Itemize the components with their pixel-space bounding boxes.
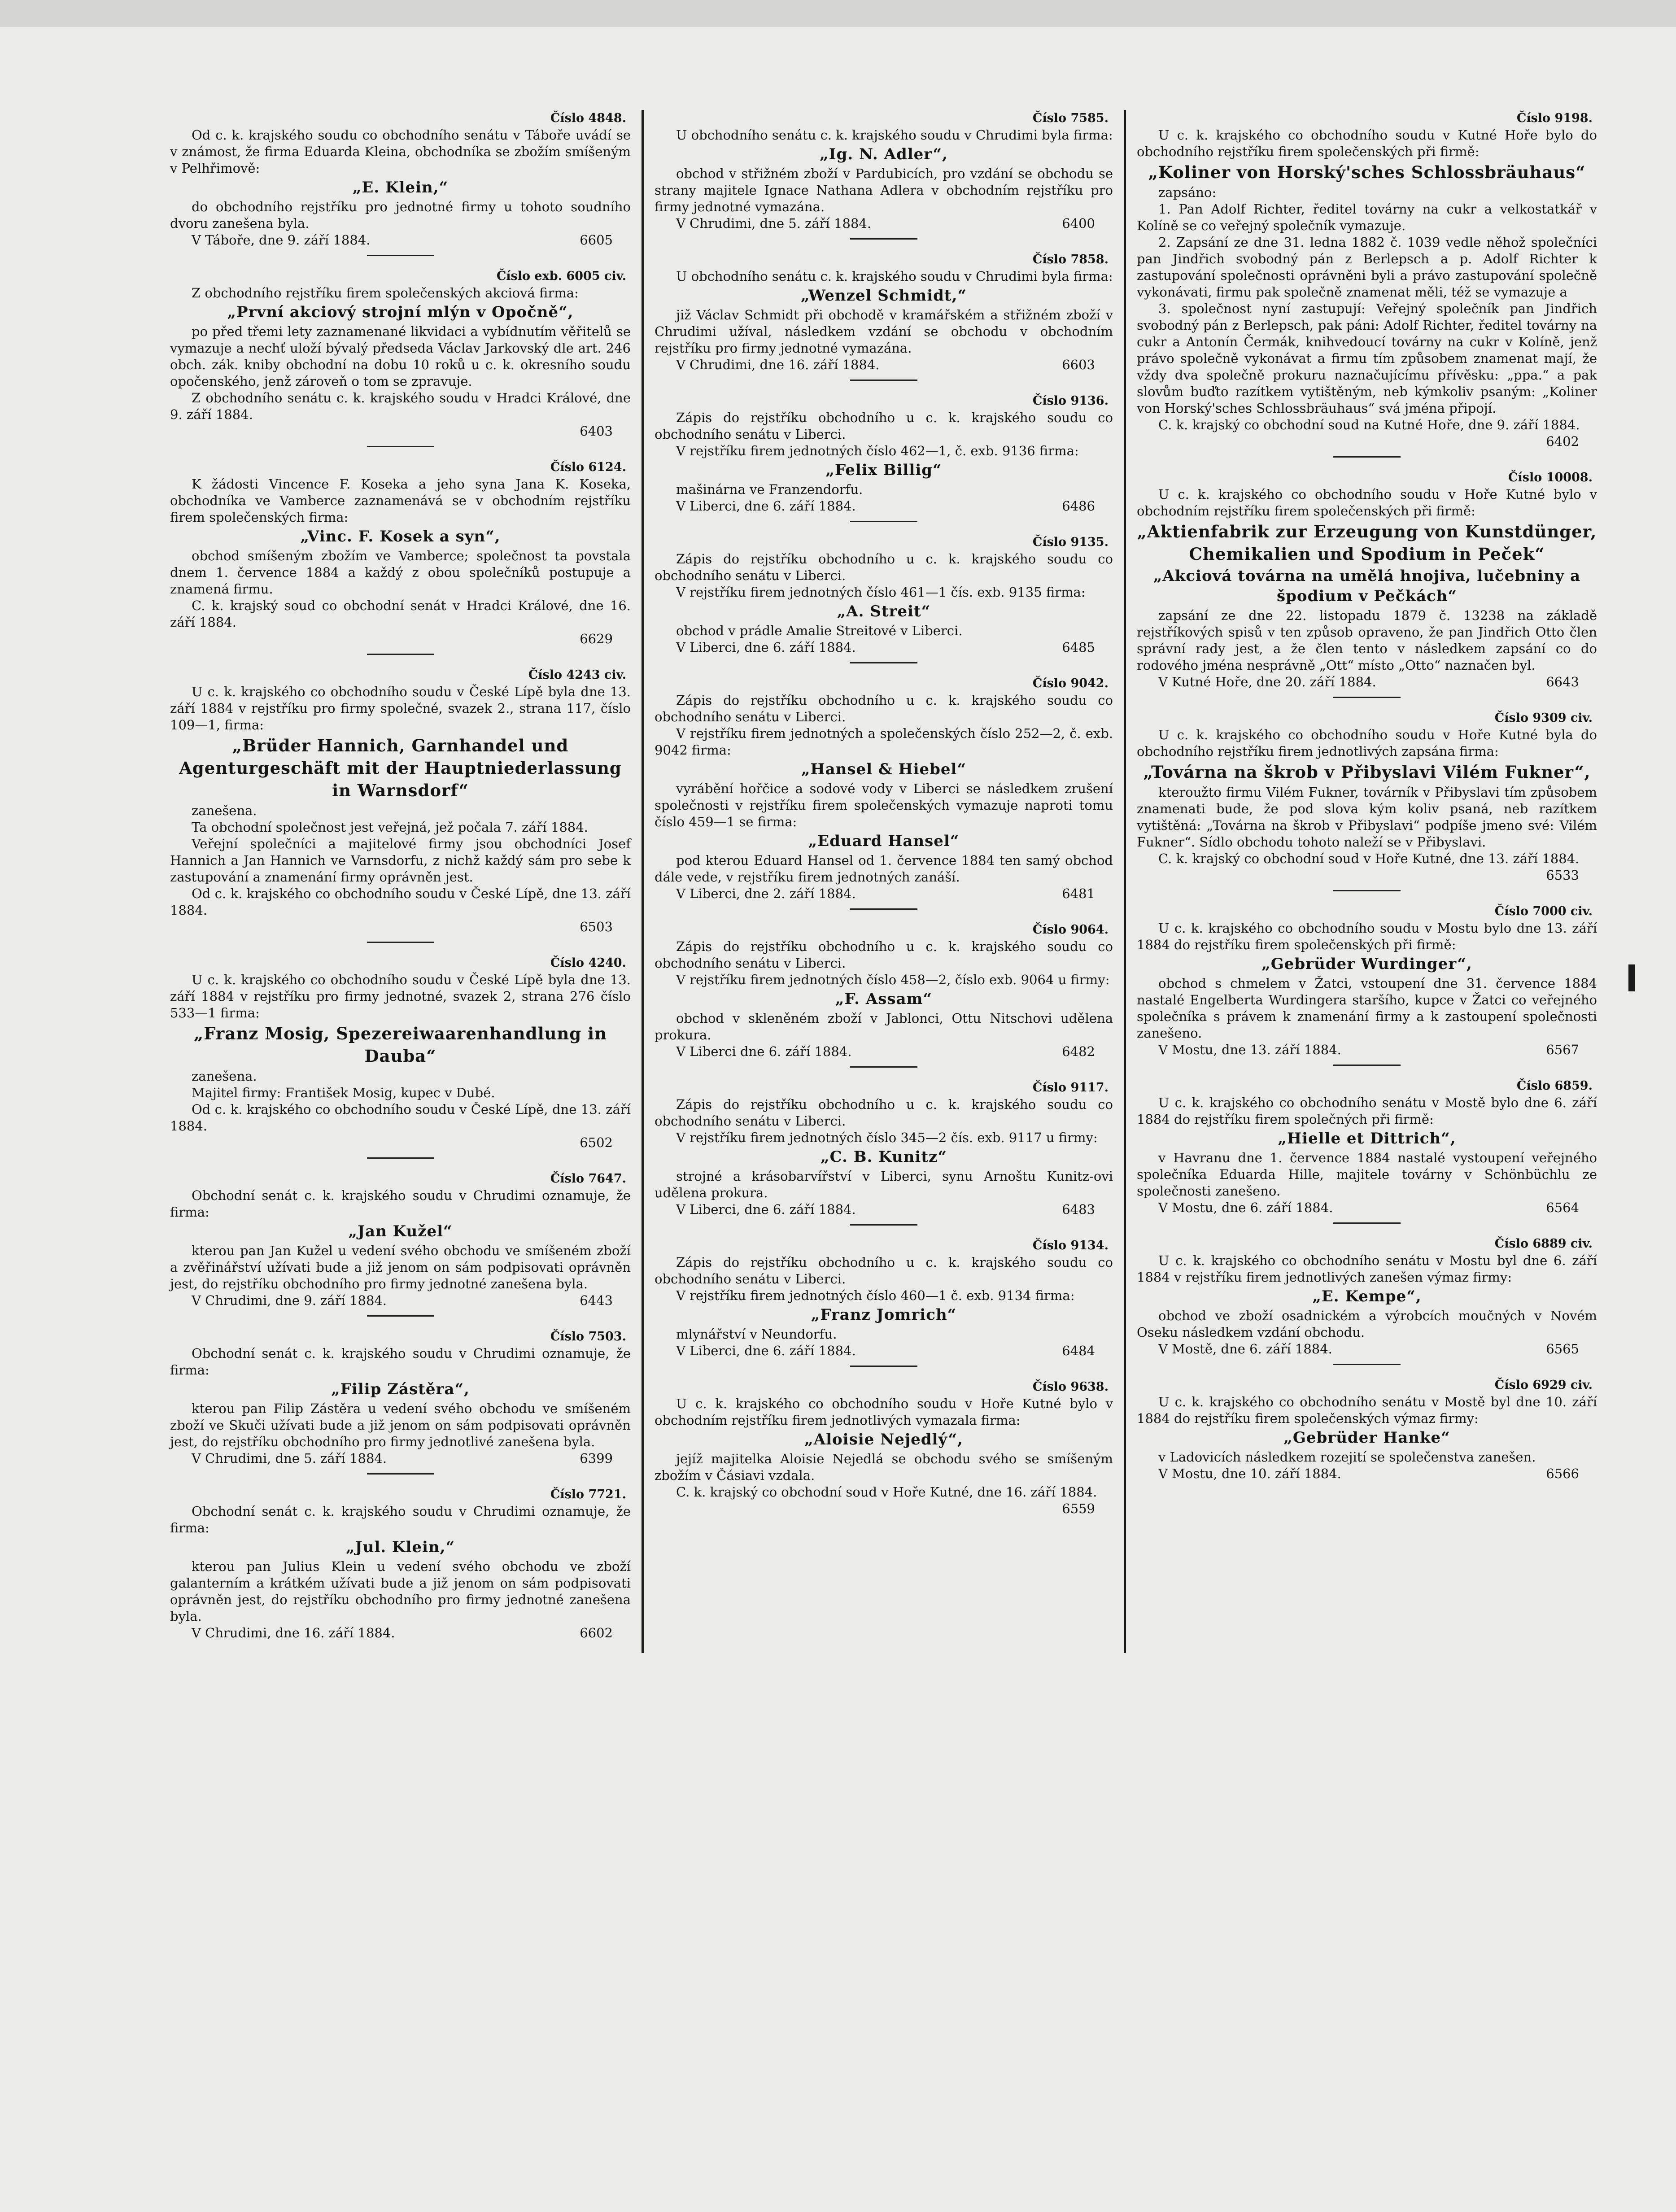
notice-text: Od c. k. krajského co obchodního soudu v České Lípě, dne 13. září 1884. (170, 886, 631, 918)
notice-number: Číslo 9198. (1516, 111, 1593, 125)
notice-number: Číslo 9042. (1032, 676, 1109, 690)
notice-number: Číslo 7721. (550, 1488, 626, 1501)
reference-number: 6533 (1546, 868, 1579, 883)
register-notice (655, 1079, 1113, 1226)
separator-rule (367, 654, 434, 655)
column-2 (642, 110, 1124, 1653)
notice-number: Číslo 9135. (1032, 535, 1109, 549)
notice-signature (655, 1201, 1113, 1218)
notice-text: obchod s chmelem v Žatci, vstoupení dne 31. července 1884 nastalé Engelberta Wurdingera staršího, kupce v Žatci co veřejného společníka s právem k znamenání firmy a k zastoupení společnosti zanešeno. (1137, 976, 1597, 1041)
notice-text: Majitel firmy: František Mosig, kupec v Dubé. (192, 1085, 495, 1100)
notice-signature (1137, 867, 1597, 884)
reference-number: 6484 (1062, 1343, 1095, 1358)
register-notice (170, 1486, 631, 1641)
place-date: V Chrudimi, dne 9. září 1884. (192, 1293, 387, 1308)
reference-number: 6602 (580, 1625, 613, 1640)
separator-rule (1333, 1222, 1401, 1224)
notice-signature (170, 232, 631, 249)
firm-name: „Koliner von Horský'sches Schlossbräuhaus“ (1148, 162, 1586, 182)
notice-text: jejíž majitelka Aloisie Nejedlá se obchodu svého se smíšeným zbožím v Čásiavi vzdala. (655, 1451, 1113, 1483)
notice-text: mlynářství v Neundorfu. (676, 1326, 837, 1342)
register-notice (170, 955, 631, 1159)
notice-text: strojné a krásobarvířství v Liberci, synu Arnoštu Kunitz-ovi udělena prokura. (655, 1169, 1113, 1200)
notice-text: V rejstříku firem jednotných číslo 345—2 čís. exb. 9117 u firmy: (676, 1130, 1098, 1145)
notice-text: C. k. krajský co obchodní soud na Kutné Hoře, dne 9. září 1884. (1158, 417, 1580, 432)
firm-name: „Hansel & Hiebel“ (801, 760, 967, 778)
notice-number: Číslo 4240. (550, 956, 626, 970)
place-date: V Liberci, dne 6. září 1884. (676, 640, 856, 655)
firm-name: „C. B. Kunitz“ (821, 1148, 947, 1166)
place-date: V Liberci, dne 6. září 1884. (676, 498, 856, 514)
reference-number: 6443 (580, 1293, 613, 1308)
notice-text: U c. k. krajského co obchodního soudu v Hoře Kutné bylo v obchodním rejstříku firem jednotlivých vymazala firma: (655, 1396, 1113, 1428)
firm-name: „E. Klein,“ (352, 179, 449, 196)
notice-text: Zápis do rejstříku obchodního u c. k. krajského soudu co obchodního senátu v Liberci. (655, 1097, 1113, 1129)
notice-text: zapsání ze dne 22. listopadu 1879 č. 13238 na základě rejstříkových spisů v ten způsob opraveno, že pan Jindřich Otto člen správní rady jest, a že člen tento v následkem zapsání co do rodového jména nesprávně „Ott“ místo „Otto“ naznačen byl. (1137, 608, 1597, 673)
firm-name: „E. Kempe“, (1312, 1287, 1422, 1305)
separator-rule (1333, 1065, 1401, 1066)
register-notice (1137, 469, 1597, 698)
notice-signature (1137, 433, 1597, 450)
notice-signature (655, 215, 1113, 232)
notice-text: zanešena. (192, 1069, 257, 1084)
separator-rule (850, 662, 917, 663)
notice-number: Číslo exb. 6005 civ. (496, 269, 626, 283)
separator-rule (367, 446, 434, 447)
notice-signature (1137, 1466, 1597, 1482)
notice-text: V rejstříku firem jednotných číslo 462—1, č. exb. 9136 firma: (676, 443, 1079, 458)
notice-text: C. k. krajský soud co obchodní senát v Hradci Králové, dne 16. září 1884. (170, 598, 631, 630)
notice-signature (1137, 1200, 1597, 1216)
place-date: V Mostě, dne 6. září 1884. (1158, 1341, 1332, 1357)
notice-text: v Ladovicích následkem rozejití se společenstva zanešen. (1158, 1449, 1536, 1465)
notice-text: do obchodního rejstříku pro jednotné firmy u tohoto soudního dvoru zanešena byla. (170, 199, 631, 231)
notice-text: Zápis do rejstříku obchodního u c. k. krajského soudu co obchodního senátu v Liberci. (655, 1255, 1113, 1287)
firm-name: „Filip Zástěra“, (331, 1380, 470, 1398)
register-notice (170, 667, 631, 943)
notice-text: zanešena. (192, 803, 257, 818)
notice-text: kterou pan Julius Klein u vedení svého obchodu ve zboží galanterním a krátkém užívati bude a již jenom on sám podpisovati oprávněn jest, do rejstříku obchodního pro firmy jednotné zanešena byla. (170, 1559, 631, 1624)
register-notice (1137, 1235, 1597, 1365)
reference-number: 6400 (1062, 216, 1095, 231)
notice-text: U obchodního senátu c. k. krajského soudu v Chrudimi byla firma: (676, 127, 1113, 143)
notice-signature (1137, 1341, 1597, 1357)
reference-number: 6503 (580, 919, 613, 934)
notice-text: U c. k. krajského co obchodního soudu v Hoře Kutné bylo v obchodním rejstříku firem společenských při firmě: (1137, 487, 1597, 519)
register-notice (1137, 710, 1597, 891)
notice-text: V rejstříku firem jednotných číslo 461—1 čís. exb. 9135 firma: (676, 585, 1086, 600)
register-notice (1137, 1078, 1597, 1224)
register-notice (170, 1170, 631, 1317)
notice-text: Obchodní senát c. k. krajského soudu v Chrudimi oznamuje, že firma: (170, 1346, 631, 1378)
notice-number: Číslo 9136. (1032, 394, 1109, 408)
place-date: V Mostu, dne 13. září 1884. (1158, 1042, 1341, 1057)
notice-number: Číslo 6889 civ. (1494, 1237, 1593, 1251)
notice-signature (170, 919, 631, 935)
firm-name: „První akciový strojní mlýn v Opočně“, (227, 303, 574, 321)
notice-text: vyrábění hořčice a sodové vody v Liberci se následkem zrušení společnosti v rejstříku firem společenských vymazuje naproti tomu číslo 459—1 se firma: (655, 781, 1113, 829)
place-date: V Táboře, dne 9. září 1884. (192, 232, 371, 248)
notice-signature (655, 639, 1113, 656)
reference-number: 6485 (1062, 640, 1095, 655)
notice-signature (170, 1134, 631, 1151)
place-date: V Mostu, dne 6. září 1884. (1158, 1200, 1333, 1215)
notice-text: Ta obchodní společnost jest veřejná, jež počala 7. září 1884. (192, 820, 588, 835)
register-notice (655, 251, 1113, 381)
notice-text: K žádosti Vincence F. Koseka a jeho syna Jana K. Koseka, obchodníka ve Vamberce zaznamenává se v obchodním rejstříku firem společenských firma: (170, 476, 631, 525)
register-notice (655, 534, 1113, 663)
notice-text: C. k. krajský co obchodní soud v Hoře Kutné, dne 13. září 1884. (1158, 851, 1580, 866)
notice-signature (1137, 674, 1597, 690)
place-date: V Liberci, dne 6. září 1884. (676, 1202, 856, 1217)
firm-name: „Franz Mosig, Spezereiwaarenhandlung in Dauba“ (193, 1024, 607, 1066)
register-notice (170, 110, 631, 256)
notice-text: U c. k. krajského co obchodního senátu v Mostě bylo dne 6. září 1884 do rejstříku firem společných při firmě: (1137, 1095, 1597, 1127)
separator-rule (367, 255, 434, 256)
notice-number: Číslo 6859. (1516, 1079, 1593, 1093)
notice-text: Z obchodního rejstříku firem společenských akciová firma: (192, 285, 579, 301)
notice-number: Číslo 6929 civ. (1494, 1378, 1593, 1392)
notice-text: již Václav Schmidt při obchodě v kramářském a střižném zboží v Chrudimi užíval, následkem vzdání se obchodu v obchodním rejstříku pro firmy jednotné vymazána. (655, 307, 1113, 356)
firm-name: „Jan Kužel“ (348, 1222, 453, 1240)
scan-edge (0, 0, 1676, 27)
notice-number: Číslo 7585. (1032, 111, 1109, 125)
notice-text: obchod v prádle Amalie Streitové v Liberci. (676, 623, 963, 638)
notice-number: Číslo 7000 civ. (1494, 904, 1593, 918)
notice-number: Číslo 10008. (1508, 471, 1593, 484)
register-notice (655, 1379, 1113, 1517)
place-date: V Chrudimi, dne 16. září 1884. (192, 1625, 395, 1640)
notice-number: Číslo 9134. (1032, 1239, 1109, 1252)
separator-rule (850, 1066, 917, 1068)
register-notice (1137, 110, 1597, 458)
firm-name: „Aloisie Nejedlý“, (804, 1431, 963, 1448)
firm-name: „Továrna na škrob v Přibyslavi Vilém Fukner“, (1143, 762, 1591, 782)
register-notice (655, 675, 1113, 910)
notice-text: U c. k. krajského co obchodního soudu v Kutné Hoře bylo do obchodního rejstříku firem společenských při firmě: (1137, 127, 1597, 159)
reference-number: 6564 (1546, 1200, 1579, 1215)
notice-signature (1137, 1042, 1597, 1058)
notice-text: kterou pan Filip Zástěra u vedení svého obchodu ve smíšeném zboží ve Skuči užívati bude a již jenom on sám podpisovati oprávněn jest, do rejstříku obchodního pro firmy jednotlivé zanešena byla. (170, 1401, 631, 1449)
firm-name: „A. Streit“ (837, 602, 931, 620)
notice-number: Číslo 7503. (550, 1330, 626, 1344)
notice-text: U c. k. krajského co obchodního soudu v České Lípě byla dne 13. září 1884 v rejstříku pro firmy jednotné, svazek 2, strana 276 číslo 533—1 firma: (170, 972, 631, 1021)
reference-number: 6403 (580, 423, 613, 439)
reference-number: 6567 (1546, 1042, 1579, 1057)
margin-mark (1628, 964, 1635, 991)
notice-signature (170, 1625, 631, 1641)
reference-number: 6402 (1546, 434, 1579, 449)
notice-text: U obchodního senátu c. k. krajského soudu v Chrudimi byla firma: (676, 269, 1113, 284)
reference-number: 6629 (580, 631, 613, 646)
notice-text: pod kterou Eduard Hansel od 1. července 1884 ten samý obchod dále vede, v rejstříku firem jednotných zanáší. (655, 853, 1113, 885)
reference-number: 6565 (1546, 1341, 1579, 1357)
reference-number: 6502 (580, 1135, 613, 1150)
notice-signature (655, 1043, 1113, 1060)
notice-text: 2. Zapsání ze dne 31. ledna 1882 č. 1039 vedle něhož společníci pan Jindřich svobodný pán z Berlepsch a p. Adolf Richter k zastupování společnosti oprávněni byli a právo zastupování společně vykonávati, firmu pak společně znamenat měli, též se vymazuje a (1137, 235, 1597, 300)
column-3 (1124, 110, 1597, 1653)
separator-rule (850, 380, 917, 381)
notice-signature (170, 1450, 631, 1467)
notice-text: po před třemi lety zaznamenané likvidaci a vybídnutím věřitelů se vymazuje a nechť uloží bývalý předseda Václav Jarkovský dle art. 246 obch. zák. kniby obchodní na dobu 10 roků u c. k. okresního soudu opočenského, jenž zároveň o tom se zpravuje. (170, 324, 631, 389)
notice-text: U c. k. krajského co obchodního soudu v Hoře Kutné byla do obchodního rejstříku firem jednotlivých zapsána firma: (1137, 727, 1597, 759)
notice-text: v Havranu dne 1. července 1884 nastalé vystoupení veřejného společníka Eduarda Hille, majitele továrny v Schönbüchlu ze společnosti zanešeno. (1137, 1150, 1597, 1199)
notice-text: U c. k. krajského co obchodního soudu v České Lípě byla dne 13. září 1884 v rejstříku pro firmy společné, svazek 2., strana 117, číslo 109—1, firma: (170, 684, 631, 733)
notice-text: Zápis do rejstříku obchodního u c. k. krajského soudu co obchodního senátu v Liberci. (655, 551, 1113, 583)
notice-text: U c. k. krajského co obchodního soudu v Mostu bylo dne 13. září 1884 do rejstříku firem společenských při firmě: (1137, 921, 1597, 952)
reference-number: 6482 (1062, 1044, 1095, 1059)
notice-text: Zápis do rejstříku obchodního u c. k. krajského soudu co obchodního senátu v Liberci. (655, 939, 1113, 971)
place-date: V Liberci dne 6. září 1884. (676, 1044, 852, 1059)
register-notice (1137, 1377, 1597, 1482)
firm-name: „F. Assam“ (835, 990, 933, 1008)
register-notice (170, 459, 631, 655)
notice-text: obchod v skleněném zboží v Jablonci, Ottu Nitschovi udělena prokura. (655, 1011, 1113, 1043)
notice-text: kterou pan Jan Kužel u vedení svého obchodu ve smíšeném zboží a zvěřinářství užívati bude a již jenom on sám podpisovati oprávněn jest, do rejstříku obchodního pro firmy jednotné zanešena byla. (170, 1243, 631, 1291)
notice-text: C. k. krajský co obchodní soud v Hoře Kutné, dne 16. září 1884. (676, 1484, 1097, 1500)
separator-rule (1333, 890, 1401, 891)
firm-name: „Jul. Klein,“ (345, 1538, 455, 1556)
firm-name: „Gebrüder Wurdinger“, (1261, 955, 1472, 973)
firm-name: „Aktienfabrik zur Erzeugung von Kunstdünger, Chemikalien und Spodium in Peček“ (1137, 522, 1597, 564)
notice-text: kteroužto firmu Vilém Fukner, továrník v Přibyslavi tím způsobem znamenati bude, že pod slova kým koliv psaná, neb razítkem vytištěná: „Továrna na škrob v Přibyslavi“ podpíše jmeno své: Vilém Fukner“. Sídlo obchodu tohoto naleží se v Přibyslavi. (1137, 785, 1597, 850)
register-notice (655, 1237, 1113, 1367)
notice-number: Číslo 9064. (1032, 923, 1109, 937)
register-notice (655, 110, 1113, 240)
separator-rule (850, 1366, 917, 1367)
notice-signature (655, 1501, 1113, 1517)
separator-rule (367, 1157, 434, 1159)
separator-rule (850, 521, 917, 522)
reference-number: 6399 (580, 1451, 613, 1466)
reference-number: 6486 (1062, 498, 1095, 514)
reference-number: 6566 (1546, 1466, 1579, 1481)
notice-text: Z obchodního senátu c. k. krajského soudu v Hradci Králové, dne 9. září 1884. (170, 390, 631, 422)
notice-number: Číslo 9638. (1032, 1380, 1109, 1394)
separator-rule (850, 1224, 917, 1226)
notice-text: Od c. k. krajského co obchodního soudu v České Lípě, dne 13. září 1884. (170, 1102, 631, 1134)
firm-name-czech: „Akciová továrna na umělá hnojiva, lučebniny a špodium v Pečkách“ (1153, 567, 1581, 605)
reference-number: 6481 (1062, 886, 1095, 901)
notice-signature (170, 1292, 631, 1309)
reference-number: 6483 (1062, 1202, 1095, 1217)
notice-text: V rejstříku firem jednotných číslo 458—2, číslo exb. 9064 u firmy: (676, 972, 1110, 987)
firm-name: „Gebrüder Hanke“ (1283, 1429, 1450, 1447)
place-date: V Mostu, dne 10. září 1884. (1158, 1466, 1341, 1481)
notice-text: Od c. k. krajského soudu co obchodního senátu v Táboře uvádí se v známost, že firma Eduarda Kleina, obchodníka se zbožím smíšeným v Pelhřimově: (170, 127, 631, 176)
separator-rule (850, 908, 917, 910)
notice-text: 1. Pan Adolf Richter, ředitel továrny na cukr a velkostatkář v Kolíně se co veřejný společník vymazuje. (1137, 201, 1597, 233)
firm-name: „Hielle et Dittrich“, (1278, 1130, 1456, 1147)
notice-signature (170, 631, 631, 647)
notice-signature (655, 498, 1113, 515)
place-date: V Liberci, dne 2. září 1884. (676, 886, 856, 901)
separator-rule (1333, 456, 1401, 458)
notice-text: U c. k. krajského co obchodního senátu v Mostě byl dne 10. září 1884 do rejstříku firem společenských výmaz firmy: (1137, 1394, 1597, 1426)
notice-text: 3. společnost nyní zastupují: Veřejný společník pan Jindřich svobodný pán z Berlepsch, pak páni: Adolf Richter, ředitel továrny na cukr a Antonín Čermák, knihvedoucí továrny na cukr v Kolíně, jenž právo společně vykonávat a firmu tím způsobem znamenat mají, že vždy dva společně prokuru naznačujícímu přívěsku: „ppa.“ a pak slovům buďto razítkem vytištěným, neb kýmkoliv psaným: „Koliner von Horský'sches Schlossbräuhaus“ svá jména připojí. (1137, 301, 1597, 416)
place-date: V Chrudimi, dne 5. září 1884. (192, 1451, 387, 1466)
register-notice (655, 393, 1113, 522)
notice-text: Zápis do rejstříku obchodního u c. k. krajského soudu co obchodního senátu v Liberci. (655, 410, 1113, 442)
notice-number: Číslo 4243 civ. (528, 668, 626, 682)
notice-text: obchod ve zboží osadnickém a výrobcích moučných v Novém Oseku následkem vzdání obchodu. (1137, 1308, 1597, 1340)
separator-rule (367, 942, 434, 943)
register-notice (170, 268, 631, 447)
firm-name: „Ig. N. Adler“, (820, 145, 948, 163)
notice-number: Číslo 4848. (550, 111, 626, 125)
place-date: V Kutné Hoře, dne 20. září 1884. (1158, 674, 1376, 689)
notice-number: Číslo 7647. (550, 1172, 626, 1186)
firm-name: „Brüder Hannich, Garnhandel und Agenturgeschäft mit der Hauptniederlassung in Warnsdorf“ (179, 736, 622, 800)
register-notice (655, 921, 1113, 1068)
place-date: V Chrudimi, dne 5. září 1884. (676, 216, 872, 231)
firm-name: „Eduard Hansel“ (808, 832, 960, 850)
firm-name: „Wenzel Schmidt,“ (800, 287, 967, 305)
reference-number: 6605 (580, 232, 613, 248)
register-notice (170, 1328, 631, 1475)
notice-text: mašinárna ve Franzendorfu. (676, 482, 863, 497)
notice-text: Obchodní senát c. k. krajského soudu v Chrudimi oznamuje, že firma: (170, 1504, 631, 1536)
separator-rule (850, 238, 917, 240)
separator-rule (1333, 697, 1401, 698)
notice-signature (655, 357, 1113, 373)
notice-signature (655, 886, 1113, 902)
reference-number: 6603 (1062, 357, 1095, 372)
firm-name: „Franz Jomrich“ (811, 1306, 957, 1324)
columns (159, 110, 1597, 1653)
reference-number: 6559 (1062, 1501, 1095, 1516)
notice-number: Číslo 9309 civ. (1494, 711, 1593, 725)
firm-name: „Felix Billig“ (825, 461, 942, 479)
place-date: V Chrudimi, dne 16. září 1884. (676, 357, 880, 372)
notice-text: Veřejní společníci a majitelové firmy jsou obchodníci Josef Hannich a Jan Hannich ve Varnsdorfu, z nichž každý sám pro sebe k zastupování a znamenání firmy oprávněn jest. (170, 836, 631, 885)
column-1 (159, 110, 642, 1653)
separator-rule (1333, 1364, 1401, 1365)
separator-rule (367, 1473, 434, 1475)
notice-text: V rejstříku firem jednotných a společenských číslo 252—2, č. exb. 9042 firma: (655, 726, 1113, 758)
notice-text: obchod smíšeným zbožím ve Vamberce; společnost ta povstala dnem 1. července 1884 a každý z obou společníků postupuje a znamená firmu. (170, 548, 631, 597)
notice-signature (170, 423, 631, 440)
register-notice (1137, 903, 1597, 1066)
notice-text: U c. k. krajského co obchodního senátu v Mostu byl dne 6. září 1884 v rejstříku firem jednotlivých zanešen výmaz firmy: (1137, 1253, 1597, 1285)
notice-number: Číslo 7858. (1032, 253, 1109, 266)
separator-rule (367, 1315, 434, 1317)
notice-text: V rejstříku firem jednotných číslo 460—1 č. exb. 9134 firma: (676, 1288, 1075, 1303)
notice-number: Číslo 9117. (1032, 1081, 1109, 1095)
notice-signature (655, 1343, 1113, 1359)
notice-text: Obchodní senát c. k. krajského soudu v Chrudimi oznamuje, že firma: (170, 1188, 631, 1220)
reference-number: 6643 (1546, 674, 1579, 689)
notice-number: Číslo 6124. (550, 460, 626, 474)
notice-text: zapsáno: (1158, 185, 1217, 200)
notice-text: Zápis do rejstříku obchodního u c. k. krajského soudu co obchodního senátu v Liberci. (655, 693, 1113, 724)
notice-text: obchod v střižném zboží v Pardubicích, pro vzdání se obchodu se strany majitele Ignace Nathana Adlera v obchodním rejstříku pro firmy jednotné vymazána. (655, 166, 1113, 214)
place-date: V Liberci, dne 6. září 1884. (676, 1343, 856, 1358)
firm-name: „Vinc. F. Kosek a syn“, (300, 528, 501, 545)
